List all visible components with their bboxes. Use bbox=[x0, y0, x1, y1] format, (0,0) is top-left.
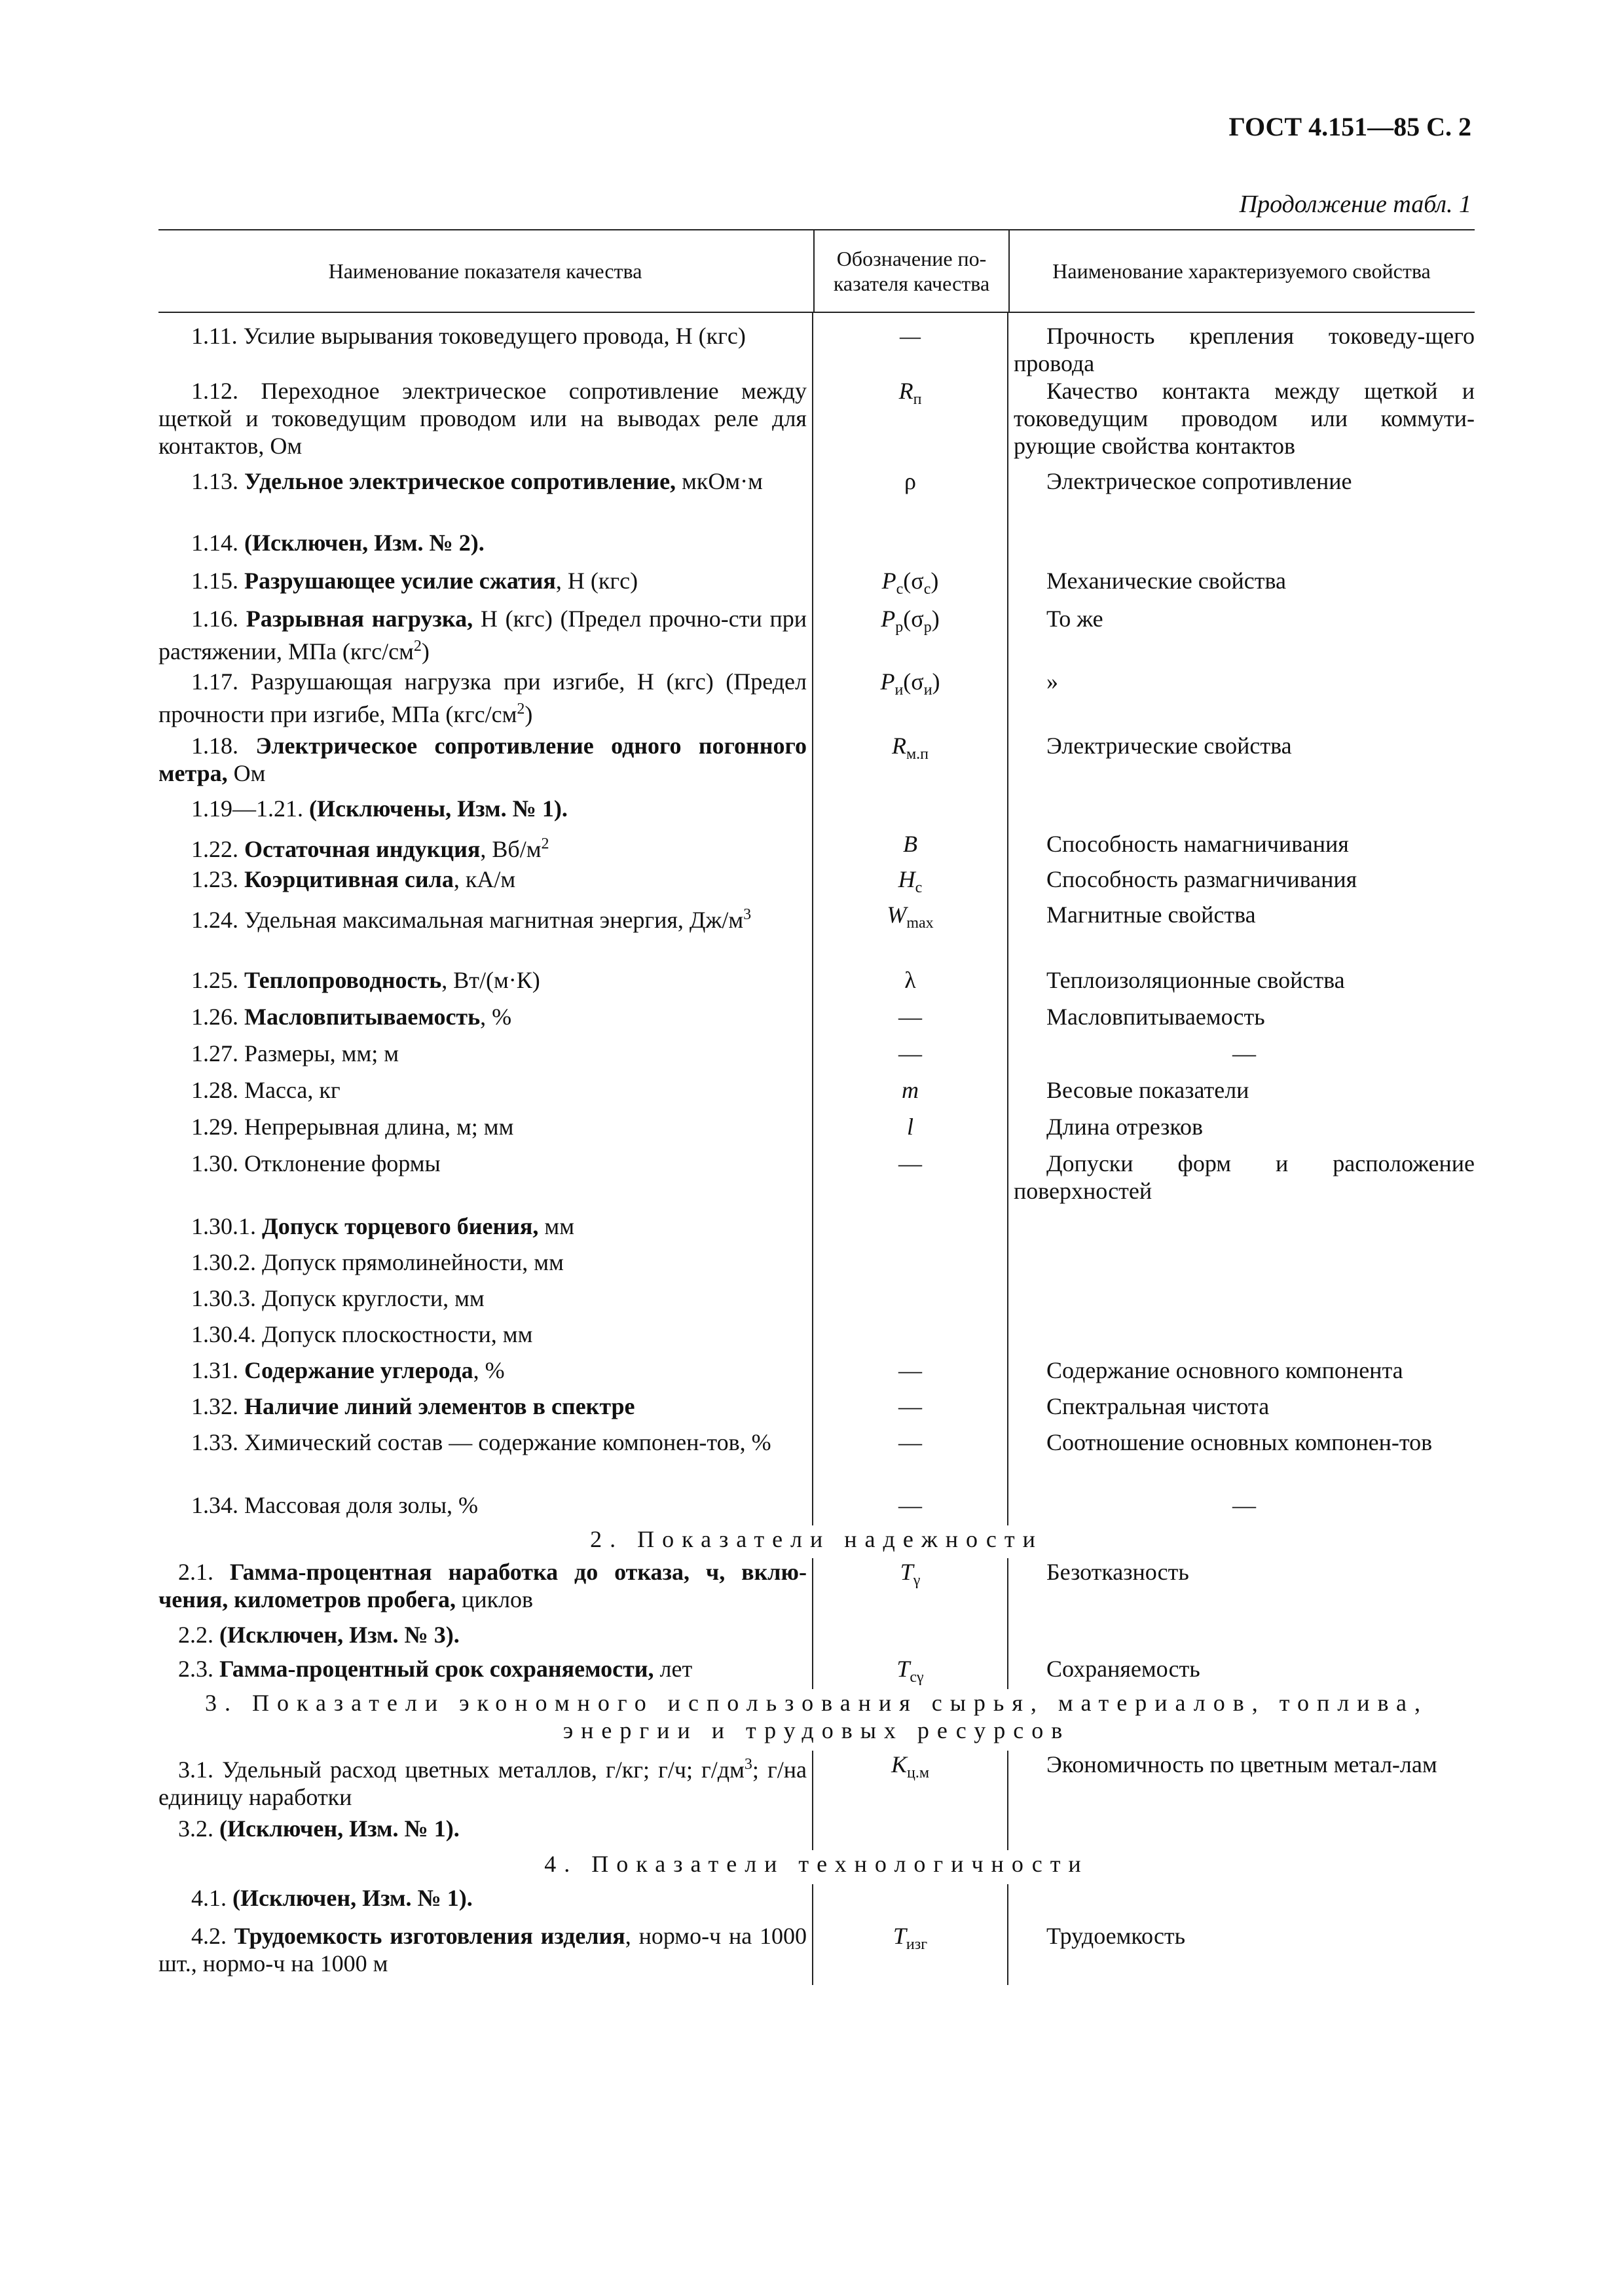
indicator-symbol: — bbox=[898, 1040, 922, 1066]
indicator-symbol: — bbox=[898, 1150, 922, 1176]
table-row: 1.28. Масса, кг m Весовые показатели bbox=[158, 1076, 1475, 1113]
header-indicator-symbol: Обозначение по-казателя качества bbox=[813, 230, 1010, 312]
table-row: 1.17. Разрушающая нагрузка при изгибе, Н (кгс) (Предел прочности при изгибе, МПа $(кгс/см^2)$ $P_и(\sigma_и)$ » bbox=[158, 668, 1475, 732]
property-name: Способность намагничивания bbox=[1046, 831, 1349, 857]
property-name: Электрическое сопротивление bbox=[1046, 468, 1352, 494]
table-row: 2.3. Гамма-процентный срок сохраняемости, лет $T_{c\gamma}$ Сохраняемость bbox=[158, 1655, 1475, 1689]
property-name: » bbox=[1046, 668, 1058, 695]
table-row: 1.14. (Исключен, Изм. № 2). bbox=[158, 529, 1475, 567]
table-row: 1.24. Удельная максимальная магнитная энергия, $Дж/м^3$ $W_{max}$ Магнитные свойства bbox=[158, 901, 1475, 966]
table-row: 1.22. Остаточная индукция, $Вб/м^2$ B Способность намагничивания bbox=[158, 830, 1475, 866]
table-row: 2.2. (Исключен, Изм. № 3). bbox=[158, 1621, 1475, 1655]
property-name: Безотказность bbox=[1046, 1559, 1189, 1585]
table-row: 3.2. (Исключен, Изм. № 1). bbox=[158, 1815, 1475, 1850]
table-row: 1.30.3. Допуск круглости, мм bbox=[158, 1285, 1475, 1321]
indicator-symbol: $W_{max}$ bbox=[887, 902, 934, 932]
table-row: 1.19—1.21. (Исключены, Изм. № 1). bbox=[158, 795, 1475, 830]
property-name: — bbox=[1232, 1492, 1256, 1518]
table-row: 1.31. Содержание углерода, % — Содержание основного компонента bbox=[158, 1357, 1475, 1393]
table-row: 1.15. Разрушающее усилие сжатия, Н (кгс) $P_c(\sigma_c)$ Механические свойства bbox=[158, 567, 1475, 605]
table-row: 1.23. Коэрцитивная сила, кА/м $H_c$ Способность размагничивания bbox=[158, 866, 1475, 901]
document-reference: ГОСТ 4.151—85 С. 2 bbox=[1228, 112, 1471, 141]
indicator-symbol: $K_{ц.м}$ bbox=[891, 1751, 930, 1782]
quality-indicators-table bbox=[158, 229, 1475, 1985]
property-name: Теплоизоляционные свойства bbox=[1046, 967, 1345, 993]
table-row: 1.30.4. Допуск плоскостности, мм bbox=[158, 1321, 1475, 1357]
table-row: 1.13. Удельное электрическое сопротивление, мкОм·м ρ Электрическое сопротивление bbox=[158, 467, 1475, 529]
table-row: 1.18. Электрическое сопротивление одного погонного метра, Ом $R_{м.п}$ Электрические свойства bbox=[158, 732, 1475, 795]
table-row: 4.2. Трудоемкость изготовления изделия, нормо-ч на 1000 шт., нормо-ч на 1000 м $T_{изг}$ Трудоемкость bbox=[158, 1922, 1475, 1985]
property-name: Содержание основного компонента bbox=[1046, 1357, 1403, 1383]
property-name: Прочность крепления токоведу-щего провода bbox=[1014, 323, 1475, 376]
indicator-symbol: $T_{изг}$ bbox=[893, 1923, 928, 1954]
property-name: Соотношение основных компонен-тов bbox=[1046, 1429, 1433, 1455]
table-row: 1.30.1. Допуск торцевого биения, мм bbox=[158, 1212, 1475, 1248]
indicator-symbol: $P_и(\sigma_и)$ bbox=[880, 668, 940, 699]
section-heading-reliability: 2. Показатели надежности bbox=[590, 1526, 1043, 1552]
property-name: Трудоемкость bbox=[1046, 1923, 1186, 1949]
property-name: Сохраняемость bbox=[1046, 1656, 1200, 1682]
table-row: 3.1. Удельный расход цветных металлов, г/кг; г/ч; $г/дм^3$; г/на единицу наработки $K_{ц.м}$ Экономичность по цветным метал-лам bbox=[158, 1751, 1475, 1815]
property-name: Экономичность по цветным метал-лам bbox=[1046, 1751, 1437, 1777]
indicator-symbol: $R_{м.п}$ bbox=[891, 733, 929, 763]
indicator-symbol: l bbox=[906, 1114, 913, 1140]
indicator-symbol: — bbox=[898, 1004, 922, 1030]
table-continuation-label: Продолжение табл. 1 bbox=[1239, 191, 1471, 218]
section-heading-manufacturability: 4. Показатели технологичности bbox=[544, 1851, 1089, 1877]
header-indicator-name: Наименование показателя качества bbox=[328, 259, 642, 283]
property-name: Магнитные свойства bbox=[1046, 902, 1256, 928]
indicator-symbol: — bbox=[898, 1393, 922, 1419]
indicator-symbol: $T_{c\gamma}$ bbox=[896, 1656, 924, 1686]
table-row: 1.25. Теплопроводность, Вт/(м·К) λ Теплоизоляционные свойства bbox=[158, 966, 1475, 1003]
table-row: 2.1. Гамма-процентная наработка до отказа, ч, вклю-чения, километров пробега, циклов $T_\gamma$ Безотказность bbox=[158, 1558, 1475, 1621]
header-property-name: Наименование характеризуемого свойства bbox=[1052, 259, 1431, 283]
property-name: Масловпитываемость bbox=[1046, 1004, 1265, 1030]
property-name: Спектральная чистота bbox=[1046, 1393, 1270, 1419]
indicator-symbol: — bbox=[898, 1357, 922, 1383]
property-name: Допуски форм и расположение поверхностей bbox=[1014, 1150, 1475, 1204]
table-row: 4.1. (Исключен, Изм. № 1). bbox=[158, 1884, 1475, 1922]
indicator-symbol: $P_c(\sigma_c)$ bbox=[881, 568, 939, 598]
indicator-symbol: m bbox=[902, 1077, 919, 1103]
table-row: 1.30.2. Допуск прямолинейности, мм bbox=[158, 1248, 1475, 1285]
table-row: 1.30. Отклонение формы — Допуски форм и расположение поверхностей bbox=[158, 1150, 1475, 1212]
table-row: 1.12. Переходное электрическое сопротивление между щеткой и токоведущим проводом или на выводах реле для контактов, Ом $R_п$ Качество контакта между щеткой и токоведущим проводом или коммути-рующие свойства контактов bbox=[158, 377, 1475, 467]
table-row: 1.27. Размеры, мм; м — — bbox=[158, 1040, 1475, 1076]
property-name: Механические свойства bbox=[1046, 568, 1286, 594]
indicator-symbol: ρ bbox=[904, 468, 916, 494]
property-name: Электрические свойства bbox=[1046, 733, 1292, 759]
indicator-symbol: $T_\gamma$ bbox=[900, 1559, 921, 1590]
indicator-symbol: — bbox=[898, 1492, 922, 1518]
property-name: Весовые показатели bbox=[1046, 1077, 1249, 1103]
table-row: 1.29. Непрерывная длина, м; мм l Длина отрезков bbox=[158, 1113, 1475, 1150]
table-body bbox=[158, 313, 1475, 1985]
indicator-symbol: $R_п$ bbox=[898, 378, 922, 409]
property-name: — bbox=[1232, 1040, 1256, 1066]
section-heading-resource-economy-cont: энергии и трудовых ресурсов bbox=[562, 1717, 1071, 1743]
table-row: 1.34. Массовая доля золы, % — — bbox=[158, 1491, 1475, 1525]
indicator-symbol: λ bbox=[904, 967, 916, 993]
indicator-symbol: B bbox=[903, 831, 917, 857]
indicator-symbol: $H_c$ bbox=[898, 866, 923, 897]
table-header bbox=[158, 229, 1475, 313]
indicator-symbol: $P_р(\sigma_р)$ bbox=[881, 606, 940, 636]
table-row: 1.33. Химический состав — содержание компонен-тов, % — Соотношение основных компонен-тов bbox=[158, 1429, 1475, 1491]
property-name: Способность размагничивания bbox=[1046, 866, 1357, 892]
section-heading-resource-economy: 3. Показатели экономного использования сырья, материалов, топлива, bbox=[205, 1690, 1428, 1716]
property-name: Длина отрезков bbox=[1046, 1114, 1204, 1140]
property-name: Качество контакта между щеткой и токоведущим проводом или коммути-рующие свойства контактов bbox=[1014, 378, 1475, 459]
table-row: 1.16. Разрывная нагрузка, Н (кгс) (Предел прочно-сти при растяжении, МПа $(кгс/см^2)$ $P_р(\sigma_р)$ То же bbox=[158, 605, 1475, 668]
table-row: 1.26. Масловпитываемость, % — Масловпитываемость bbox=[158, 1003, 1475, 1040]
table-row: 1.11. Усилие вырывания токоведущего провода, Н (кгс) — Прочность крепления токоведу-щего провода bbox=[158, 313, 1475, 377]
indicator-symbol: — bbox=[898, 1429, 922, 1455]
indicator-symbol: — bbox=[899, 323, 921, 349]
property-name: То же bbox=[1046, 606, 1103, 632]
table-row: 1.32. Наличие линий элементов в спектре — Спектральная чистота bbox=[158, 1393, 1475, 1429]
